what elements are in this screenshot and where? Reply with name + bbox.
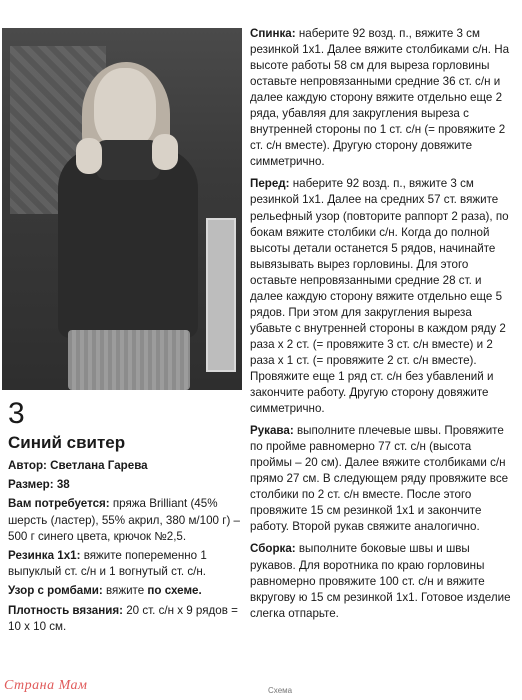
rhombus-label: Узор с ромбами: [8,584,103,598]
jeans [68,330,190,390]
rhombus-line [8,583,244,599]
model-figure [52,68,202,390]
assembly-label: Сборка: [250,542,296,556]
rib-line [8,548,244,580]
head [94,68,156,148]
author-label: Автор: [8,459,47,472]
front-text: наберите 92 возд. п., вяжите 3 см резинкой 1х1. Далее на средних 57 ст. вяжите рельефный узор (повторите раппорт 2 раза), по бокам вяжите столбики с/н. Когда до полной высоты детали останется 5 рядов, начинайте вывязывать вырез горловины. Для этого оставьте непровязанными средние 28 ст. и далее каждую сторону вяжите отдельно еще 5 рядов. При этом для закругления выреза убавьте с внутренней стороны в каждом ряду 2 раза х 2 ст. (= провяжите 3 ст. с/н вместе) и 2 раза х 1 ст. (= провяжите 2 ст. с/н вместе). Провяжите еще 1 ряд ст. с/н без убавлений и закончите работу. Другую сторону довяжите симметрично. [250,177,509,416]
materials-text: пряжа Brilliant (45% шерсть (ластер), 55% акрил, 380 м/100 г) – 500 г синего цвета, крючок №2,5. [8,497,240,543]
assembly-text: выполните боковые швы и швы рукавов. Для воротника по краю горловины равномерно провяжите 100 ст. с/н и вяжите вкругову ю 15 см резинкой 1х1. Готовое изделие слегка отпарьте. [250,542,511,620]
cut-off-caption: Схема [268,686,293,695]
door-frame [206,218,236,372]
front-label: Перед: [250,177,290,191]
rhombus-scheme-link: по схеме. [147,584,202,598]
pattern-number: 3 [8,397,25,430]
author-line [8,458,244,474]
pattern-title: Синий свитер [8,433,126,452]
back-section [250,26,512,170]
front-section [250,176,512,417]
pattern-instructions [250,26,512,628]
sleeves-text: выполните плечевые швы. Провяжите по пройме равномерно 77 ст. с/н (высота проймы – 20 см). Далее вяжите столбиками с/н прямо 27 см. В следующем ряду провяжите все столбики по 2 ст. с/н вместе. После этого провяжите 15 см резинкой 1х1 и закончите работу. Второй рукав свяжите аналогично. [250,424,509,534]
assembly-section [250,541,512,621]
right-hand [152,134,178,170]
sweater-photo [2,28,242,390]
size-label: Размер: [8,478,54,492]
materials-label: Вам потребуется: [8,497,110,511]
pattern-info [8,398,244,638]
rib-text: вяжите попеременно 1 выпуклый ст. с/н и 1 вогнутый ст. с/н. [8,549,207,579]
sleeves-label: Рукава: [250,424,294,438]
size-line [8,477,244,493]
sleeves-section [250,423,512,535]
materials-line [8,496,244,545]
author-name: Светлана Гарева [50,459,148,472]
back-text: наберите 92 возд. п., вяжите 3 см резинкой 1х1. Далее вяжите столбиками с/н. На высоте работы 58 см для выреза горловины оставьте непровязанными средние 36 ст. с/н и далее каждую сторону вяжите отдельно еще 2 ряда, убавляя для закругления выреза с внутренней стороны по 1 ст. с/н (= провяжите 2 ст. с/н вместе). Другую сторону довяжите симметрично. [250,27,510,169]
density-text: 20 ст. с/н х 9 рядов = 10 х 10 см. [8,603,238,633]
site-watermark: Страна Мам [4,678,88,693]
back-label: Спинка: [250,27,296,40]
rib-label: Резинка 1х1: [8,549,81,563]
density-line [8,603,244,635]
rhombus-text: вяжите [106,584,145,598]
density-label: Плотность вязания: [8,603,123,617]
left-hand [76,138,102,174]
turtleneck-collar [96,140,160,180]
size-value: 38 [56,478,70,492]
